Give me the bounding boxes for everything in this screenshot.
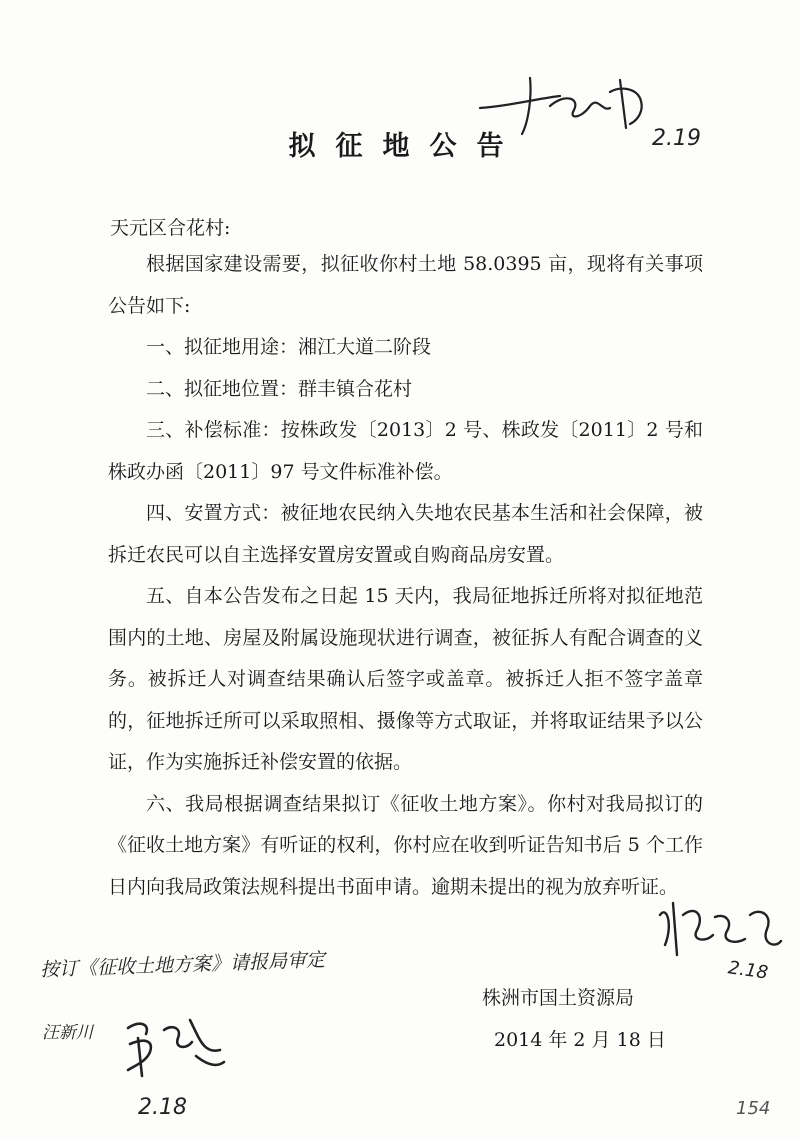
handwritten-left-name: 汪新川 bbox=[42, 1023, 93, 1043]
paragraph-hearing: 六、我局根据调查结果拟订《征收土地方案》。你村对我局拟订的《征收土地方案》有听证的权利，你村应在收到听证告知书后 5 个工作日内向我局政策法规科提出书面申请。逾期未提出的视为放弃听证。 bbox=[108, 792, 703, 898]
addressee: 天元区合花村: bbox=[110, 217, 231, 239]
document-body bbox=[108, 244, 703, 908]
left-signature bbox=[120, 1010, 230, 1080]
right-signature bbox=[655, 895, 785, 965]
handwritten-left-note: 按订《征收土地方案》请报局审定 bbox=[39, 949, 326, 981]
handwritten-top-number: 2.19 bbox=[652, 126, 701, 151]
issuer-name: 株洲市国土资源局 bbox=[482, 987, 635, 1009]
paragraph-intro: 根据国家建设需要，拟征收你村土地 58.0395 亩，现将有关事项公告如下: bbox=[108, 253, 703, 317]
issue-date: 2014 年 2 月 18 日 bbox=[494, 1029, 666, 1051]
document-title: 拟征地公告 bbox=[288, 131, 524, 162]
paragraph-resettlement: 四、安置方式：被征地农民纳入失地农民基本生活和社会保障，被拆迁农民可以自主选择安置房安置或自购商品房安置。 bbox=[108, 502, 703, 566]
paragraph-survey: 五、自本公告发布之日起 15 天内，我局征地拆迁所将对拟征地范围内的土地、房屋及附属设施现状进行调查，被征拆人有配合调查的义务。被拆迁人对调查结果确认后签字或盖章。被拆迁人拒不签字盖章的，征地拆迁所可以采取照相、摄像等方式取证，并将取证结果予以公证，作为实施拆迁补偿安置的依据。 bbox=[108, 585, 703, 773]
handwritten-corner-number: 154 bbox=[736, 1098, 771, 1119]
handwritten-bottom-date: 2.18 bbox=[138, 1095, 187, 1120]
paragraph-purpose: 一、拟征地用途：湘江大道二阶段 bbox=[146, 336, 432, 358]
paragraph-location: 二、拟征地位置：群丰镇合花村 bbox=[146, 377, 413, 400]
signoff bbox=[482, 977, 666, 1061]
handwritten-right-date: 2.18 bbox=[726, 957, 770, 984]
paragraph-compensation: 三、补偿标准：按株政发〔2013〕2 号、株政发〔2011〕2 号和株政办函〔2011〕97 号文件标准补偿。 bbox=[108, 419, 703, 483]
